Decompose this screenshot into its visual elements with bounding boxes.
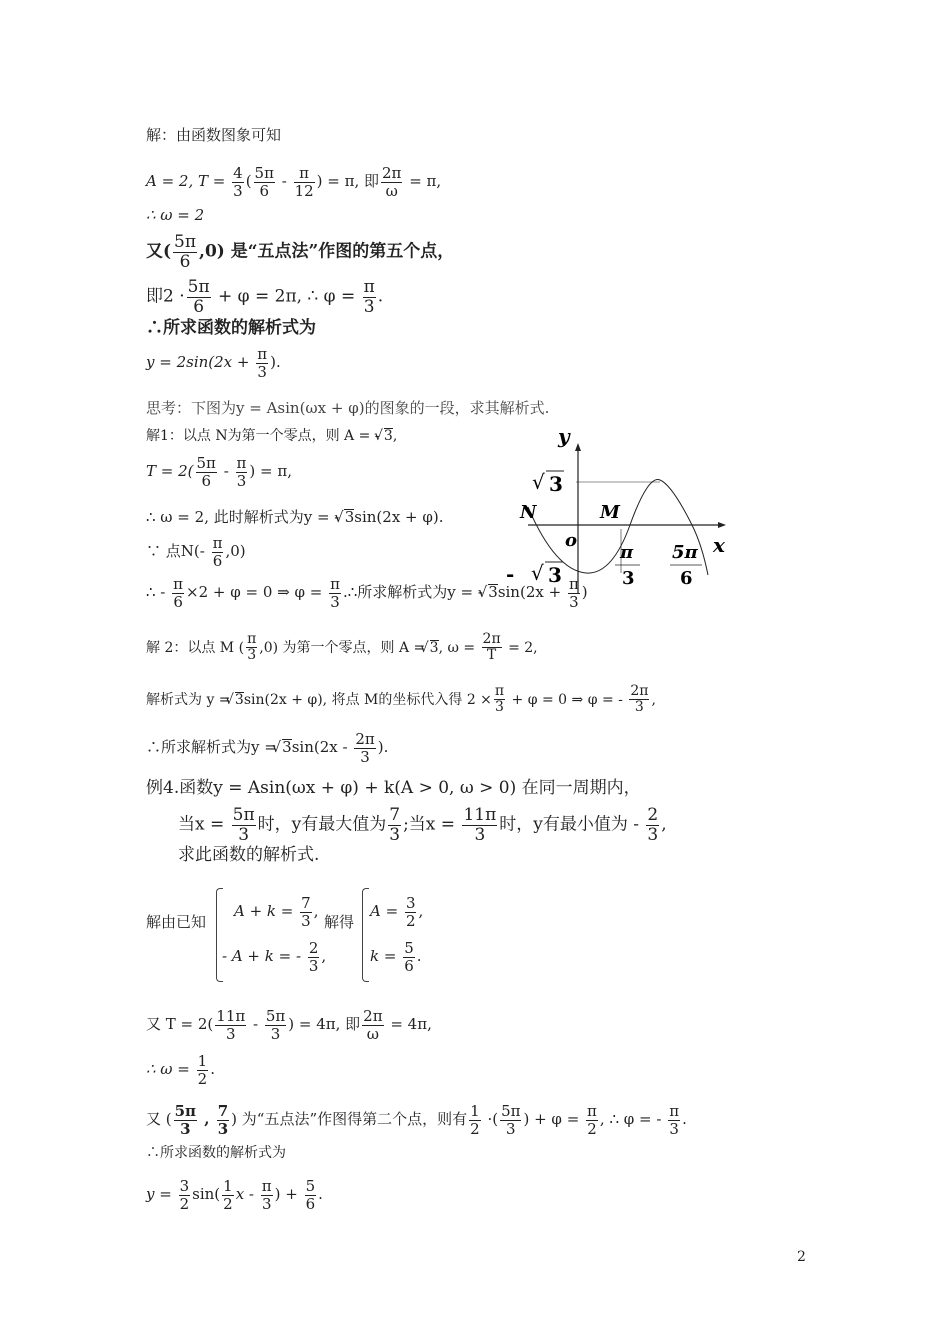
fraction: $\frac{2\pi}{\omega}$: [382, 164, 402, 200]
point-m-label: M: [600, 502, 620, 523]
fraction: $\frac{\pi}{12}$: [294, 164, 314, 200]
fraction: $\frac{5}{6}$: [305, 1177, 316, 1213]
fraction: $\frac{11\pi}{3}$: [463, 805, 497, 845]
point-n-label: N: [520, 502, 537, 523]
y-axis-label: y: [558, 424, 570, 448]
fraction: $\frac{\pi}{3}$: [330, 575, 340, 611]
fraction: $\frac{\pi}{3}$: [247, 631, 257, 664]
final-answer: y = $\frac{3}{2}$ sin( $\frac{1}{2}$ x - $\frac{\pi}{3}$ ) + $\frac{5}{6}$ .: [146, 1177, 323, 1213]
fraction: $\frac{5\pi}{3}$: [265, 1007, 286, 1043]
omega-expression-line: ∴ ω = 2, 此时解析式为y = - √ 3sin(2x + φ).: [146, 509, 444, 525]
fraction: $\frac{5\pi}{3}$: [232, 805, 255, 845]
known-label: 解由已知: [146, 913, 207, 931]
fraction: $\frac{5\pi}{3}$: [501, 1102, 521, 1138]
fraction: $\frac{\pi}{3}$: [494, 683, 505, 716]
second-point-line: 又 ( $\frac{5\pi}{3}$ , $\frac{7}{3}$ ) 为“五点法”作图得第二个点，则有 $\frac{1}{2}$ ·( $\frac{5\pi}{3}$ ) + φ = $\frac{\pi}{2}$ , ∴ φ = - $\frac{\pi}{3}$ .: [146, 1102, 687, 1138]
fraction: $\frac{2\pi}{3}$: [355, 730, 375, 766]
substitution-line: 解析式为 y = √ 3sin(2x + φ), 将点 M的坐标代入得 2 × $\frac{\pi}{3}$ + φ = 0 ⇒ φ = - $\frac{2\pi}{3}$ ,: [146, 684, 656, 716]
fraction: $\frac{7}{3}$: [389, 805, 401, 845]
fifth-point-line: 又( $\frac{5\pi}{6}$ ,0) 是“五点法”作图的第五个点，: [146, 232, 455, 272]
minus-sign: -: [506, 562, 515, 586]
fraction: $\frac{5\pi}{6}$: [254, 164, 274, 200]
x-axis-arrow: [718, 522, 726, 528]
fraction: $\frac{5\pi}{6}$: [196, 454, 216, 490]
equation2: - A + k = - $\frac{2}{3}$ ,: [222, 939, 327, 975]
fraction: $\frac{1}{2}$: [470, 1102, 480, 1138]
result-brace: [362, 888, 369, 982]
omega-line-2: ∴ ω = $\frac{1}{2}$ .: [146, 1052, 215, 1088]
sine-graph: [506, 424, 740, 595]
pi-denominator: 3: [622, 568, 635, 589]
fraction: $\frac{1}{2}$: [197, 1052, 208, 1088]
fraction: $\frac{\pi}{6}$: [212, 534, 223, 570]
fraction: $\frac{\pi}{3}$: [669, 1102, 680, 1138]
fraction: $\frac{5\pi}{6}$: [174, 232, 197, 272]
fraction: $\frac{7}{3}$: [301, 894, 311, 930]
fraction: $\frac{5\pi}{6}$: [187, 277, 210, 317]
fraction: $\frac{5\pi}{3}$: [174, 1102, 197, 1138]
5pi-denominator: 6: [680, 568, 693, 589]
sqrt-sign: √: [532, 470, 545, 494]
fraction: $\frac{\pi}{3}$: [236, 454, 247, 490]
origin-label: o: [565, 530, 578, 551]
5pi-label: 5π: [672, 542, 698, 563]
page-number: 2: [797, 1249, 806, 1265]
solution2-line: 解 2：以点 M ( $\frac{\pi}{3}$ ,0) 为第一个零点，则 A = √ 3, ω = $\frac{2\pi}{T}$ = 2,: [146, 632, 538, 664]
result-a: A = $\frac{3}{2}$ ,: [370, 894, 424, 930]
point-n-line: ∵ 点N(- $\frac{\pi}{6}$ ,0): [146, 534, 246, 570]
fraction: $\frac{\pi}{2}$: [587, 1102, 597, 1138]
solution-intro: 解：由函数图象可知: [146, 126, 282, 144]
fraction: $\frac{2\pi}{\omega}$: [363, 1007, 383, 1043]
phi-line: 即2 · $\frac{5\pi}{6}$ + φ = 2π, ∴ φ = $\frac{\pi}{3}$ .: [146, 277, 384, 317]
fraction: $\frac{\pi}{3}$: [261, 1177, 272, 1213]
result-heading: ∴所求函数的解析式为: [146, 318, 316, 338]
thinking-prompt: 思考：下图为y = Asin(ωx + φ)的图象的一段，求其解析式.: [146, 399, 550, 417]
fraction: $\frac{\pi}{3}$: [568, 575, 579, 611]
fraction: $\frac{5}{6}$: [404, 939, 414, 975]
result-k: k = $\frac{5}{6}$ .: [370, 939, 422, 975]
equation1: A + k = $\frac{7}{3}$ ,: [234, 894, 319, 930]
period-line-2: 又 T = 2( $\frac{11\pi}{3}$ - $\frac{5\pi}{3}$ ) = 4π, 即 $\frac{2\pi}{\omega}$ = 4π,: [146, 1007, 432, 1043]
example4-line2: 当x = $\frac{5\pi}{3}$ 时，y有最大值为 $\frac{7}{3}$ ;当x = $\frac{11\pi}{3}$ 时，y有最小值为 - $\frac{2}{3}$ ,: [178, 805, 667, 845]
solution1-line: 解1：以点 N为第一个零点，则 A = - √ 3,: [146, 428, 397, 443]
fraction: $\frac{\pi}{3}$: [257, 345, 268, 381]
fraction: $\frac{1}{2}$: [223, 1177, 233, 1213]
x-axis-label: x: [713, 533, 725, 557]
fraction: $\frac{2}{3}$: [308, 939, 319, 975]
fraction: $\frac{11\pi}{3}$: [216, 1007, 246, 1043]
period-line: T = 2( $\frac{5\pi}{6}$ - $\frac{\pi}{3}$ ) = π,: [146, 454, 292, 490]
example4-line3: 求此函数的解析式.: [178, 845, 320, 865]
fraction: $\frac{4}{3}$: [233, 164, 243, 200]
solve-label: 解得: [324, 913, 355, 931]
fraction: $\frac{3}{2}$: [405, 894, 416, 930]
phi-derivation-line: ∴ - $\frac{\pi}{6}$ ×2 + φ = 0 ⇒ φ = $\frac{\pi}{3}$ .∴所求解析式为y = - √ 3sin(2x + $\frac{\pi}{3}$ ): [146, 576, 588, 610]
fraction: $\frac{3}{2}$: [179, 1177, 190, 1213]
result-formula: y = 2sin(2x + $\frac{\pi}{3}$ ).: [146, 345, 281, 381]
amplitude-period-line: A = 2, T = $\frac{4}{3}$ ( $\frac{5\pi}{6}$ - $\frac{\pi}{12}$ ) = π, 即 $\frac{2\pi}{\omega}$ = π,: [146, 164, 442, 200]
fraction: $\frac{2\pi}{3}$: [630, 683, 649, 716]
fraction: $\frac{7}{3}$: [217, 1102, 229, 1138]
omega-line: ∴ ω = 2: [146, 206, 205, 224]
fraction: $\frac{2}{3}$: [647, 805, 659, 845]
fraction: $\frac{2\pi}{T}$: [482, 631, 501, 664]
pi-label: π: [620, 542, 634, 563]
sqrt3-top-label: 3: [549, 472, 563, 496]
sqrt3-bottom-label: 3: [548, 563, 562, 587]
sqrt-sign-bottom: √: [531, 561, 544, 585]
y-axis-arrow: [575, 443, 581, 451]
fraction: $\frac{\pi}{3}$: [363, 277, 375, 317]
solution2-result: ∴所求解析式为y = √ 3sin(2x - $\frac{2\pi}{3}$ ).: [146, 731, 388, 765]
answer-heading: ∴所求函数的解析式为: [146, 1145, 286, 1161]
example4-line1: 例4.函数y = Asin(ωx + φ) + k(A > 0, ω > 0) 在同一周期内，: [146, 778, 641, 798]
fraction: $\frac{\pi}{6}$: [173, 575, 184, 611]
